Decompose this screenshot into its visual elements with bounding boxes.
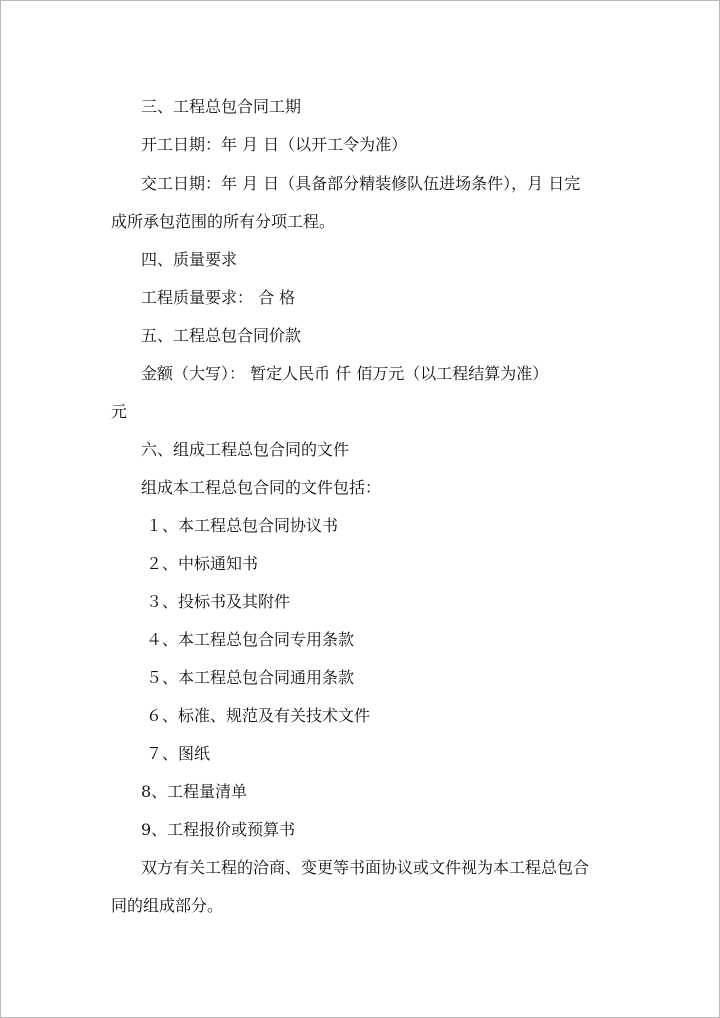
document-item-7: ７、图纸 xyxy=(146,744,211,763)
document-item-8: 8、工程量清单 xyxy=(141,782,248,801)
document-item-4: ４、本工程总包合同专用条款 xyxy=(146,630,355,649)
document-item-5: ５、本工程总包合同通用条款 xyxy=(146,668,355,687)
start-date-line: 开工日期：年 月 日（以开工令为准） xyxy=(141,135,408,154)
document-item-6: ６、标准、规范及有关技术文件 xyxy=(146,706,371,725)
closing-paragraph-line-2: 同的组成部分。 xyxy=(111,896,224,915)
section-3-heading: 三、工程总包合同工期 xyxy=(141,97,302,116)
completion-date-continuation: 成所承包范围的所有分项工程。 xyxy=(111,212,336,231)
section-5-heading: 五、工程总包合同价款 xyxy=(141,326,302,345)
section-6-heading: 六、组成工程总包合同的文件 xyxy=(141,440,350,459)
section-4-heading: 四、质量要求 xyxy=(141,250,238,269)
completion-date-line: 交工日期：年 月 日（具备部分精装修队伍进场条件），月 日完 xyxy=(141,174,581,193)
closing-paragraph-line-1: 双方有关工程的洽商、变更等书面协议或文件视为本工程总包合 xyxy=(141,858,590,877)
document-item-9: 9、工程报价或预算书 xyxy=(141,820,296,839)
documents-intro: 组成本工程总包合同的文件包括： xyxy=(141,478,382,497)
amount-continuation: 元 xyxy=(111,402,128,421)
document-item-3: ３、投标书及其附件 xyxy=(146,592,291,611)
amount-line: 金额（大写）： 暂定人民币 仟 佰万元（以工程结算为准） xyxy=(141,364,549,383)
document-item-2: ２、中标通知书 xyxy=(146,554,259,573)
document-item-1: １、本工程总包合同协议书 xyxy=(146,516,339,535)
quality-requirement-line: 工程质量要求： 合 格 xyxy=(141,288,296,307)
